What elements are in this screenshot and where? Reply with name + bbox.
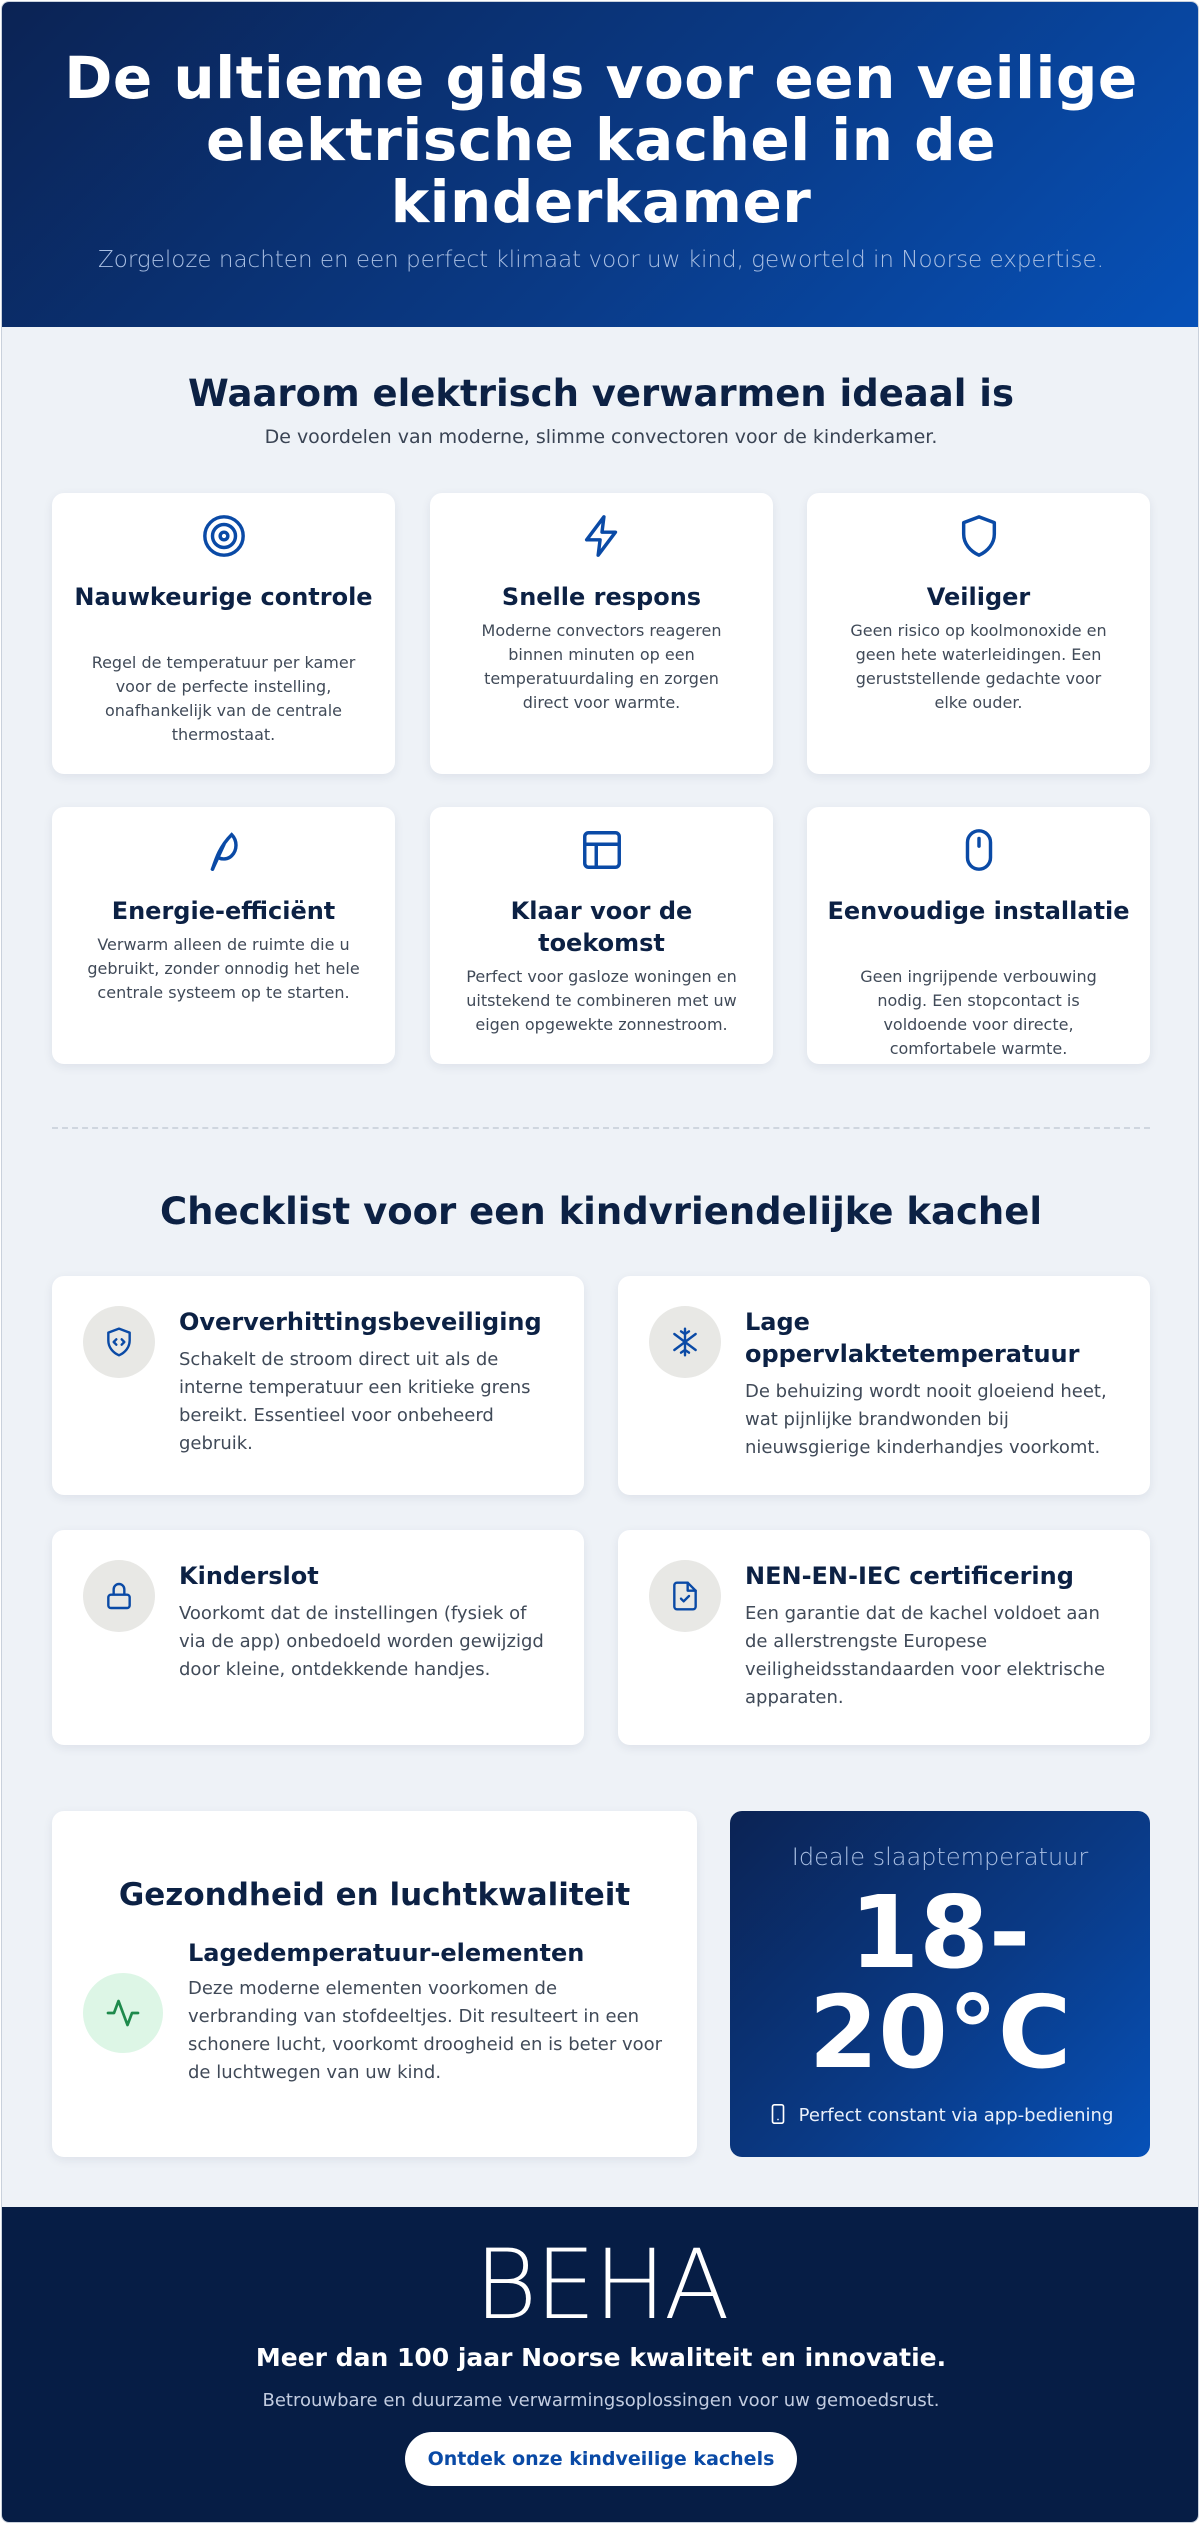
checklist-item-title: Lage oppervlaktetemperatuur <box>745 1308 1080 1368</box>
checklist-item-text: De behuizing wordt nooit gloeiend heet, wat pijnlijke brandwonden bij nieuwsgierige kinderhandjes voorkomt. <box>745 1381 1107 1458</box>
section-divider <box>52 1127 1150 1129</box>
smartphone-icon <box>767 2101 789 2127</box>
benefit-text: Geen ingrijpende verbouwing nodig. Een stopcontact is voldoende voor directe, comfortabele warmte. <box>860 967 1097 1058</box>
target-icon <box>201 513 247 559</box>
footer <box>2 2207 1199 2523</box>
benefits-title: Waarom elektrisch verwarmen ideaal is <box>188 372 1014 415</box>
certificate-icon <box>649 1560 721 1632</box>
temperature-card <box>730 1811 1150 2157</box>
benefit-title: Energie-efficiënt <box>111 897 336 925</box>
health-title: Gezondheid en luchtkwaliteit <box>118 1877 631 1913</box>
leaf-icon <box>201 827 247 873</box>
footer-heading: Meer dan 100 jaar Noorse kwaliteit en innovatie. <box>255 2343 947 2372</box>
checklist-item-text: Een garantie dat de kachel voldoet aan de allerstrengste Europese veiligheidsstandaarden voor elektrische apparaten. <box>745 1603 1106 1708</box>
temperature-note-text: Perfect constant via app-bediening <box>798 2105 1114 2126</box>
lock-icon <box>83 1560 155 1632</box>
benefit-title: Veiliger <box>926 583 1031 611</box>
benefit-card <box>807 807 1150 1064</box>
hero-subtitle: Zorgeloze nachten en een perfect klimaat voor uw kind, geworteld in Noorse expertise. <box>98 247 1104 273</box>
hero-banner <box>2 2 1199 327</box>
health-item-text: Deze moderne elementen voorkomen de verbranding van stofdeeltjes. Dit resulteert in een schonere lucht, voorkomt droogheid en is beter voor de luchtwegen van uw kind. <box>188 1978 663 2083</box>
checklist-item-title: Kinderslot <box>179 1562 319 1590</box>
checklist-card <box>618 1276 1150 1495</box>
benefit-title: Eenvoudige installatie <box>827 897 1130 925</box>
page <box>1 1 1199 2523</box>
shield-icon <box>956 513 1002 559</box>
checklist-card <box>52 1276 584 1495</box>
lightning-icon <box>579 513 625 559</box>
benefit-title: Snelle respons <box>501 583 702 611</box>
benefits-subtitle: De voordelen van moderne, slimme convectoren voor de kinderkamer. <box>264 426 938 448</box>
temperature-label: Ideale slaaptemperatuur <box>791 1843 1089 1871</box>
checklist-card <box>618 1530 1150 1745</box>
benefit-card <box>807 493 1150 774</box>
page-title: De ultieme gids voor een veilige elektrische kachel in de kinderkamer <box>64 44 1138 236</box>
health-item-title: Lagedemperatuur-elementen <box>188 1939 585 1967</box>
panel-icon <box>579 827 625 873</box>
checklist-item-title: NEN-EN-IEC certificering <box>745 1562 1074 1590</box>
footer-subheading: Betrouwbare en duurzame verwarmingsoplossingen voor uw gemoedsrust. <box>262 2390 940 2411</box>
pulse-icon <box>83 1973 163 2053</box>
benefit-title: Klaar voor de toekomst <box>510 897 693 957</box>
benefit-text: Moderne convectors reageren binnen minuten op een temperatuurdaling en zorgen direct voor warmte. <box>481 621 722 712</box>
benefit-card <box>52 493 395 774</box>
benefit-text: Perfect voor gasloze woningen en uitstekend te combineren met uw eigen opgewekte zonnestroom. <box>466 967 737 1034</box>
health-card <box>52 1811 697 2157</box>
snowflake-icon <box>649 1306 721 1378</box>
plug-icon <box>956 827 1002 873</box>
checklist-title: Checklist voor een kindvriendelijke kachel <box>159 1190 1043 1233</box>
checklist-card <box>52 1530 584 1745</box>
checklist-item-title: Oververhittingsbeveiliging <box>179 1308 542 1336</box>
benefit-card <box>430 493 773 774</box>
brand-logo: BEHA <box>474 2229 728 2341</box>
checklist-item-text: Schakelt de stroom direct uit als de interne temperatuur een kritieke grens bereikt. Essentieel voor onbeheerd gebruik. <box>179 1349 531 1454</box>
shield-code-icon <box>83 1306 155 1378</box>
benefit-text: Verwarm alleen de ruimte die u gebruikt, zonder onnodig het hele centrale systeem op te starten. <box>87 935 360 1002</box>
temperature-note <box>730 2101 1150 2127</box>
benefit-text: Regel de temperatuur per kamer voor de perfecte instelling, onafhankelijk van de centrale thermostaat. <box>91 653 356 744</box>
checklist-item-text: Voorkomt dat de instellingen (fysiek of via de app) onbedoeld worden gewijzigd door kleine, ontdekkende handjes. <box>179 1603 544 1680</box>
benefit-card <box>430 807 773 1064</box>
benefit-text: Geen risico op koolmonoxide en geen hete waterleidingen. Een geruststellende gedachte voor elke ouder. <box>850 621 1107 712</box>
temperature-value: 18- 20°C <box>808 1874 1072 2091</box>
benefit-card <box>52 807 395 1064</box>
discover-heaters-button[interactable]: Ontdek onze kindveilige kachels <box>405 2432 797 2486</box>
benefit-title: Nauwkeurige controle <box>74 583 373 611</box>
